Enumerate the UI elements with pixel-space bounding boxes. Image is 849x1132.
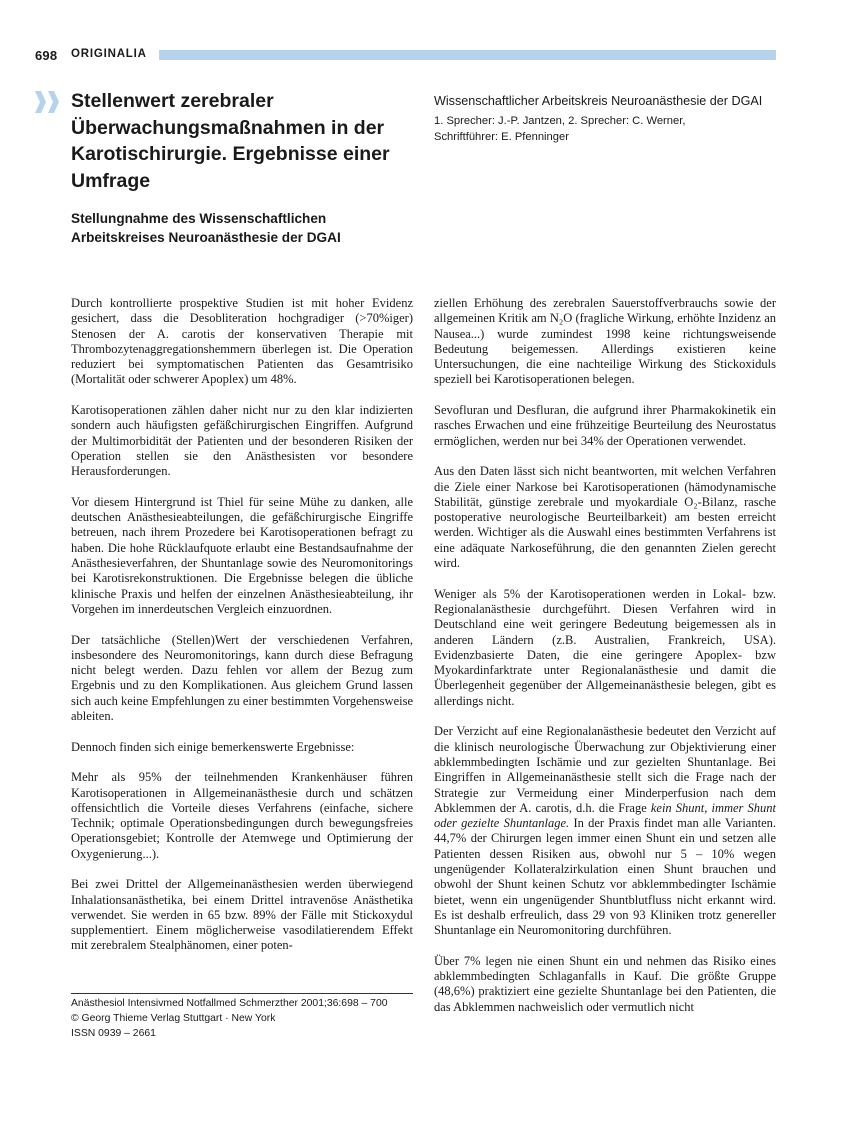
body-text: Der Verzicht auf eine Regionalanästhesie bedeutet den Verzicht auf die klinisch neurologische Überwachung zur Objektivierung einer abklemmbedingten Ischämie und zur gezielten Shuntanlage. Bei Eingriffen in Allgemeinanästhesie stellt sich die Frage nach der Strategie zur Vermeidung einer Minderperfusion nach dem Abklemmen der A. carotis, d.h. die Frage [434,724,776,815]
article-subtitle: Stellungnahme des Wissenschaftlichen Arbeitskreises Neuroanästhesie der DGAI [71,211,341,245]
citation-footer [71,996,413,1041]
body-paragraph: ziellen Erhöhung des zerebralen Sauerstoffverbrauchs sowie der allgemeinen Kritik am N₂O (fragliche Wirkung, erhöhte Inzidenz an Nausea...) wurde zumindest 1998 keine richtungsweisende Bedeutung beigemessen. Allerdings existieren keine Untersuchungen, die eine nachteilige Wirkung des Stickoxiduls speziell bei Karotisoperationen belegen. [434,296,776,387]
body-paragraph: Weniger als 5% der Karotisoperationen werden in Lokal- bzw. Regionalanästhesie durchgeführt. Diesen Verfahren wird in Deutschland eine weit geringere Bedeutung beigemessen als in anderen Ländern (z.B. Australien, Frankreich, USA). Evidenzbasierte Daten, die eine geringere Apoplex- bzw Myokardinfarktrate unter Regionalanästhesie und damit die Überlegenheit gegenüber der Allgemeinanästhesie belegen, gibt es allerdings nicht. [434,586,776,708]
body-paragraph: Karotisoperationen zählen daher nicht nur zu den klar indizierten sondern auch häufigsten gefäßchirurgischen Eingriffen. Aufgrund der Multimorbidität der Patienten und der besonderen Risiken der Operation stellen sie den Anästhesisten vor besondere Herausforderungen. [71,403,413,479]
body-paragraph: Vor diesem Hintergrund ist Thiel für seine Mühe zu danken, alle deutschen Anästhesieabteilungen, die gefäßchirurgische Eingriffe betreuen, nach ihrem Prozedere bei Karotisoperationen befragt zu haben. Die hohe Rücklaufquote erlaubt eine Bestandsaufnahme der Anästhesieverfahren, der Shuntanlage sowie des Neuromonitorings bei Karotisrekonstruktionen. Die Ergebnisse belegen die übliche klinische Praxis und helfen der einzelnen Anästhesieabteilung, ihr Vorgehen im innerdeutschen Vergleich einzuordnen. [71,494,413,616]
body-paragraph: Mehr als 95% der teilnehmenden Krankenhäuser führen Karotisoperationen in Allgemeinanästhesie durch und schätzen offensichtlich die Vorteile dieses Verfahrens (einfache, sichere Technik; optimale Operationsbedingungen durch bewegungsfreies Operationsgebiet; Kontrolle der Atemwege und Optimierung der Oxygenierung...). [71,770,413,861]
body-paragraph: Über 7% legen nie einen Shunt ein und nehmen das Risiko eines abklemmbedingten Schlaganfalls in Kauf. Die größte Gruppe (48,6%) praktiziert eine gezielte Shuntanlage bei den Patienten, die das Abklemmen nachweislich oder vermutlich nicht [434,953,776,1014]
body-paragraph: Dennoch finden sich einige bemerkenswerte Ergebnisse: [71,739,355,754]
body-paragraph: Aus den Daten lässt sich nicht beantworten, mit welchen Verfahren die Ziele einer Narkose bei Karotisoperationen (hämodynamische Stabilität, günstige zerebrale und myokardiale O₂-Bilanz, rasche postoperative neurologische Beurteilbarkeit) am besten erreicht werden. Wichtiger als die Auswahl eines bestimmten Verfahrens ist eine adäquate Narkoseführung, die den genannten Zielen gerecht wird. [434,464,776,571]
body-paragraph: Der tatsächliche (Stellen)Wert der verschiedenen Verfahren, insbesondere des Neuromonitorings, kann durch diese Befragung nicht belegt werden. Dazu fehlen vor allem der Bezug zum Ergebnis und zu den Komplikationen. Aus gleichem Grund lassen sich auch keine Empfehlungen zu einer bestimmten Vorgehensweise ableiten. [71,632,413,724]
footer-rule [71,993,413,994]
quote-marker-icon [35,91,61,113]
affiliation-secretary: Schriftführer: E. Pfenninger [434,130,569,143]
issn-line: ISSN 0939 – 2661 [71,1028,156,1039]
body-paragraph: Durch kontrollierte prospektive Studien ist mit hoher Evidenz gesichert, dass die Desobliteration hochgradiger (>70%iger) Stenosen der A. carotis der konservativen Therapie mit Thrombozytenaggregationshemmern überlegen ist. Die Operation reduziert bei symptomatischen Patienten das Gesamtrisiko (Mortalität oder schwerer Apoplex) um 48%. [71,296,413,387]
affiliation-speakers: 1. Sprecher: J.-P. Jantzen, 2. Sprecher: C. Werner, [434,115,686,127]
article-title: Stellenwert zerebraler Überwachungsmaßnahmen in der Karotischirurgie. Ergebnisse einer Umfrage [71,90,390,192]
header-rule [159,50,776,60]
affiliation-organization: Wissenschaftlicher Arbeitskreis Neuroanästhesie der DGAI [434,94,763,108]
emphasis-text: kein Shunt, immer Shunt oder gezielte Shuntanlage. [434,800,776,831]
citation-line: Anästhesiol Intensivmed Notfallmed Schmerzther 2001;36:698 – 700 [71,998,388,1009]
section-label: ORIGINALIA [71,48,147,60]
affiliation-block [434,93,779,145]
publisher-line: © Georg Thieme Verlag Stuttgart · New York [71,1013,276,1024]
body-column-left [71,296,413,954]
body-paragraph [434,724,776,938]
page-number: 698 [35,48,58,63]
body-column-right [434,296,776,1015]
body-paragraph: Sevofluran und Desfluran, die aufgrund ihrer Pharmakokinetik ein rasches Erwachen und eine frühzeitige Beurteilung des Neurostatus ermöglichen, werden nur bei 34% der Operationen verwendet. [434,403,776,448]
body-paragraph: Bei zwei Drittel der Allgemeinanästhesien werden überwiegend Inhalationsanästhetika, bei einem Drittel intravenöse Anästhetika verwendet. Sie werden in 65 bzw. 89% der Fälle mit Stickoxydul supplementiert. Einem möglicherweise vasodilatierendem Effekt mit zerebralem Stealphänomen, einer poten- [71,877,413,953]
body-text: In der Praxis findet man alle Varianten. 44,7% der Chirurgen legen immer einen Shunt ein und setzen alle Patienten dessen Risiken aus, obwohl nur 5 – 10% wegen ungenügender Kollateralzirkulation einen Shunt brauchen und obwohl der Shunt keinen Schutz vor abklemmbedingter Ischämie bietet, wenn ein ungenügender Shuntblutfluss nicht erkannt wird. Es ist deshalb erfreulich, dass 29 von 93 Kliniken trotz genereller Shuntanlage ein Neuromonitoring durchführen. [434,816,777,938]
